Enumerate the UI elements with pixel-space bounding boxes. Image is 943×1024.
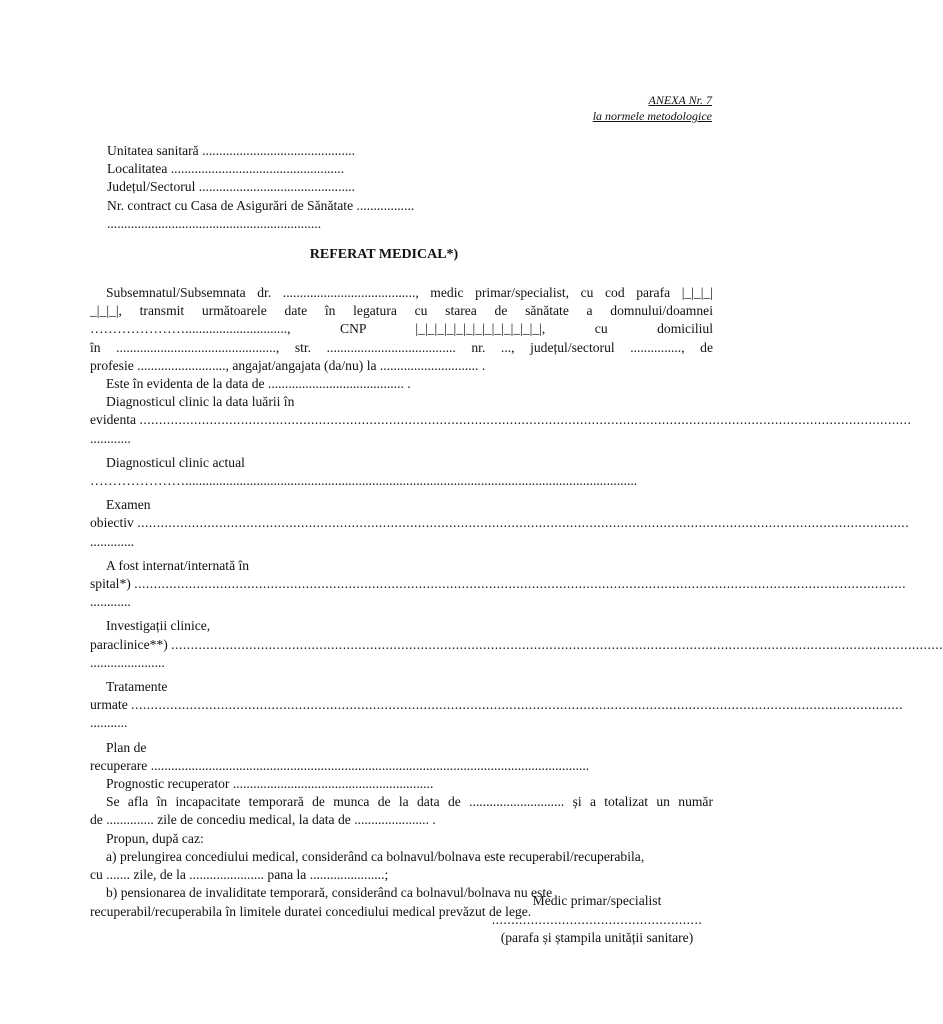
treatment-tail: ........... xyxy=(90,715,128,731)
contract-extra-line: ............................................................... xyxy=(107,215,322,231)
investigations-word: paraclinice**) xyxy=(90,636,168,652)
option-a-line-2: cu ....... zile, de la ...................... pana la ......................; xyxy=(90,867,389,883)
intro-line-2: _|_|_|, transmit următoarele date în legatura cu starea de sănătate a domnului/doamnei xyxy=(90,303,713,319)
exam-dots: ...................................................................................................................................................................................................... xyxy=(137,515,910,531)
investigations-dots: ...................................................................................................................................................................................................... xyxy=(171,636,943,652)
evidence-since: Este în evidenta de la data de ........................................ . xyxy=(106,376,411,392)
propose-label: Propun, după caz: xyxy=(106,830,204,846)
diag-entry-label: Diagnosticul clinic la data luării în xyxy=(106,394,295,410)
treatment-dots: ...................................................................................................................................................................................................... xyxy=(131,697,904,713)
exam-tail: ............. xyxy=(90,533,135,549)
intro-line-1: Subsemnatul/Subsemnata dr. ......................................., medic primar/specialist, cu cod parafa |_|_|_| xyxy=(106,285,713,300)
diag-entry-tail: ............ xyxy=(90,430,131,446)
county-field: Județul/Sectorul .............................................. xyxy=(107,179,356,195)
annex-subtitle: la normele metodologice xyxy=(592,109,712,123)
treatment-line xyxy=(90,696,904,714)
intro-line-3: ………………….............................., CNP |_|_|_|_|_|_|_|_|_|_|_|_|_|, cu domiciliul xyxy=(90,321,713,337)
hospital-tail: ............ xyxy=(90,594,131,610)
diag-current-label: Diagnosticul clinic actual xyxy=(106,454,245,470)
hospital-word: spital*) xyxy=(90,576,131,592)
option-b-line-1: b) pensionarea de invaliditate temporară, considerând ca bolnavul/bolnava nu este xyxy=(106,885,553,901)
exam-label: Examen xyxy=(106,497,151,513)
investigations-label: Investigații clinice, xyxy=(106,618,211,634)
signature-line: ...................................................... xyxy=(491,911,703,927)
diag-current-dots: …………………..................................................................................................................................... xyxy=(90,473,638,489)
institution-header xyxy=(107,142,414,233)
signature-stamp-caption: (parafa și ștampila unității sanitare) xyxy=(500,930,694,946)
intro-line-5: profesie .........................., angajat/angajata (da/nu) la ............................. . xyxy=(90,357,486,373)
document-title: REFERAT MEDICAL*) xyxy=(309,247,459,262)
treatment-word: urmate xyxy=(90,697,128,713)
locality-field: Localitatea ................................................... xyxy=(107,161,345,177)
annex-reference xyxy=(593,92,712,124)
diag-entry-word: evidenta xyxy=(90,412,137,428)
unit-field: Unitatea sanitară ............................................. xyxy=(107,143,356,158)
incapacity-line-2: de .............. zile de concediu medical, la data de ...................... . xyxy=(90,812,436,828)
hospital-dots: ...................................................................................................................................................................................................... xyxy=(134,576,907,592)
treatment-label: Tratamente xyxy=(106,679,168,695)
contract-field: Nr. contract cu Casa de Asigurări de Sănătate ................. xyxy=(107,197,415,213)
referral-body xyxy=(90,284,943,921)
option-b-line-2: recuperabil/recuperabila în limitele duratei concediului medical prevăzut de lege. xyxy=(90,903,532,919)
exam-line xyxy=(90,514,910,532)
exam-word: obiectiv xyxy=(90,515,134,531)
signature-block xyxy=(482,892,712,948)
signature-role: Medic primar/specialist xyxy=(532,893,662,908)
option-a-line-1: a) prelungirea concediului medical, considerând ca bolnavul/bolnava este recuperabil/recuperabila, xyxy=(106,848,645,864)
annex-number: ANEXA Nr. 7 xyxy=(648,93,712,107)
hospital-label: A fost internat/internată în xyxy=(106,557,250,573)
hospital-line xyxy=(90,575,907,593)
recovery-label: Plan de xyxy=(106,739,147,755)
intro-line-4: în ..............................................., str. ...................................... nr. ..., județul/sectorul ..............., de xyxy=(90,339,713,355)
prognosis-field: Prognostic recuperator ........................................................... xyxy=(106,776,434,792)
investigations-line xyxy=(90,636,943,654)
investigations-tail: ...................... xyxy=(90,654,165,670)
diag-entry-dots: ...................................................................................................................................................................................................... xyxy=(139,412,912,428)
diag-entry-line xyxy=(90,411,912,429)
recovery-line: recuperare ................................................................................................................................. xyxy=(90,757,590,773)
incapacity-line-1: Se afla în incapacitate temporară de munca de la data de ............................ și a totalizat un număr xyxy=(106,794,713,810)
